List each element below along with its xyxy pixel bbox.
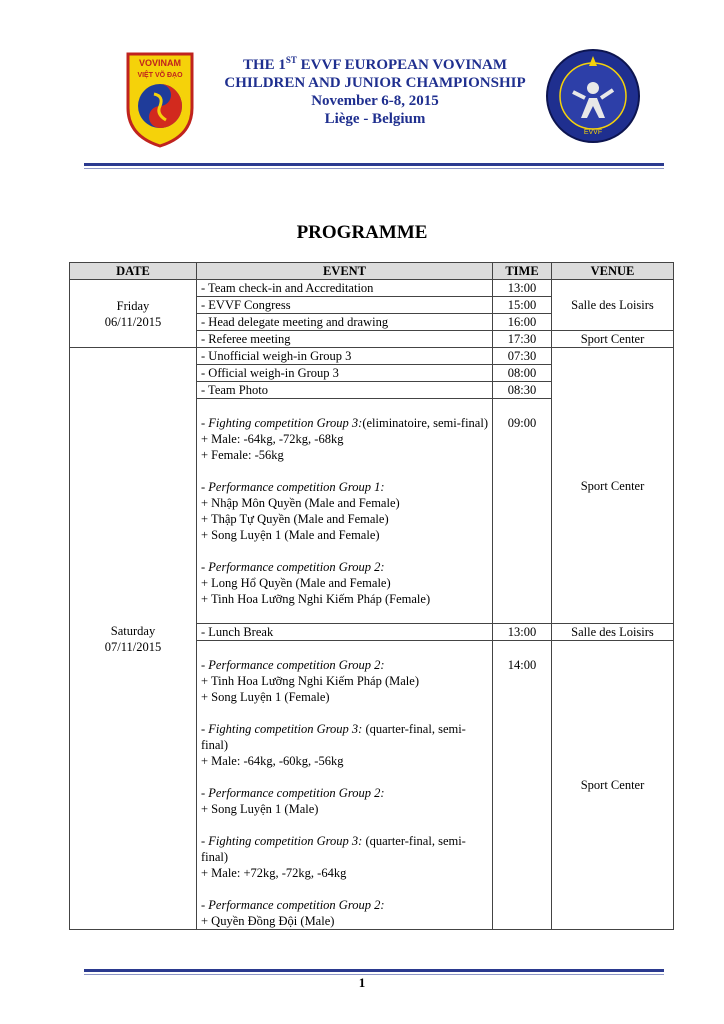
table-row [70,348,674,365]
title-line-1: THE 1ST EVVF EUROPEAN VOVINAM [242,55,508,73]
col-date: DATE [70,263,197,280]
vovinam-logo [124,50,196,148]
header-rule [84,163,664,166]
time-cell: 13:00 [493,280,552,297]
programme-table [69,262,674,930]
col-event: EVENT [197,263,493,280]
table-header-row [70,263,674,280]
logo-left-text-1: VOVINAM [138,58,182,68]
logo-left-text-2: VIỆT VÕ ĐẠO [137,72,183,79]
event-cell: - Head delegate meeting and drawing [197,314,493,331]
event-cell: - Referee meeting [197,331,493,348]
date-friday: Friday 06/11/2015 [70,280,197,348]
time-cell: 08:00 [493,365,552,382]
event-block-morning: - Fighting competition Group 3:(eliminatoire, semi-final) + Male: -64kg, -72kg, -68kg + Female: -56kg - Performance competition Group 1: + Nhập Môn Quyền (Male and Female) + Thập Tự Quyền (Male and Female) + Song Luyện 1 (Male and Female) - Performance competition Group 2: + Long Hổ Quyền (Male and Female) + Tinh Hoa Lưỡng Nghi Kiếm Pháp (Female) [197,399,493,624]
evvf-federation-logo [545,48,641,144]
header-rule-thin [84,168,664,169]
time-cell: 17:30 [493,331,552,348]
venue-cell: Sport Center [552,331,674,348]
time-cell: 16:00 [493,314,552,331]
title-line-2: CHILDREN AND JUNIOR CHAMPIONSHIP [224,75,526,91]
time-cell: 13:00 [493,624,552,641]
table-row [70,280,674,297]
venue-cell: Sport Center [552,641,674,930]
footer-rule [84,969,664,972]
event-cell: - Lunch Break [197,624,493,641]
championship-title [215,56,535,128]
venue-cell: Sport Center [552,348,674,624]
event-cell: - Team Photo [197,382,493,399]
document-header [0,0,724,170]
time-cell: 07:30 [493,348,552,365]
svg-text:EVVF: EVVF [583,129,603,136]
event-cell: - EVVF Congress [197,297,493,314]
page-number: 1 [358,975,366,990]
programme-title: PROGRAMME [296,222,428,243]
col-time: TIME [493,263,552,280]
title-line-4: Liège - Belgium [324,111,426,127]
time-cell: 08:30 [493,382,552,399]
event-cell: - Unofficial weigh-in Group 3 [197,348,493,365]
event-cell: - Official weigh-in Group 3 [197,365,493,382]
time-cell: 14:00 [493,641,552,930]
event-cell: - Team check-in and Accreditation [197,280,493,297]
time-cell: 15:00 [493,297,552,314]
venue-cell: Salle des Loisirs [552,624,674,641]
col-venue: VENUE [552,263,674,280]
title-line-3: November 6-8, 2015 [311,93,439,109]
time-cell: 09:00 [493,399,552,624]
venue-cell: Salle des Loisirs [552,280,674,331]
event-block-afternoon: - Performance competition Group 2: + Tinh Hoa Lưỡng Nghi Kiếm Pháp (Male) + Song Luyện 1 (Female) - Fighting competition Group 3: (quarter-final, semi-final) + Male: -64kg, -60kg, -56kg - Performance competition Group 2: + Song Luyện 1 (Male) - Fighting competition Group 3: (quarter-final, semi-final) + Male: +72kg, -72kg, -64kg - Performance competition Group 2: + Quyền Đồng Đội (Male) [197,641,493,930]
date-saturday: Saturday 07/11/2015 [70,348,197,930]
